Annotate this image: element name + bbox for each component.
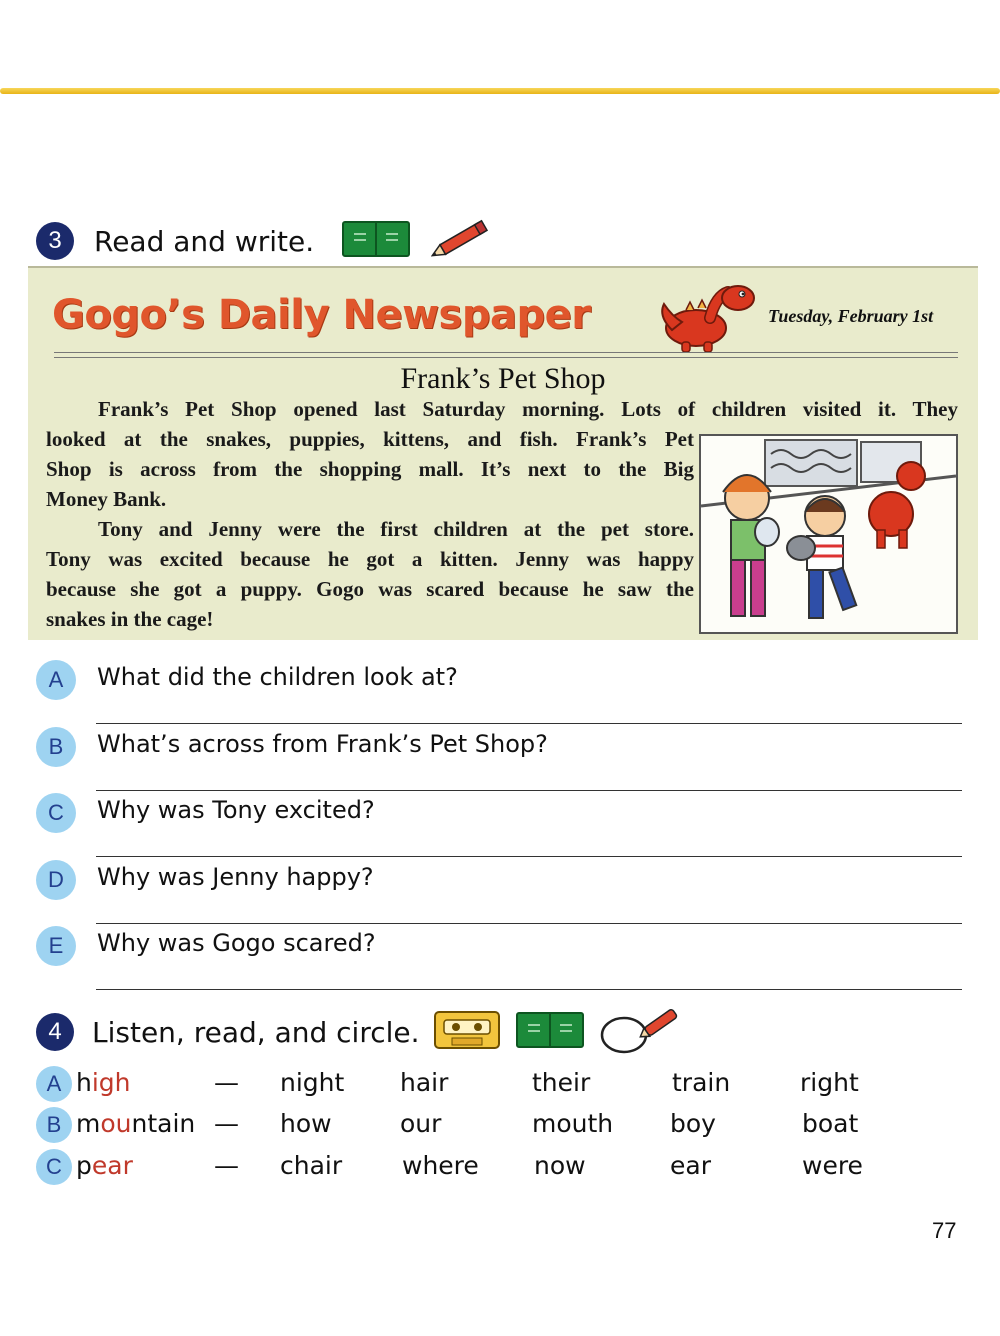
book-icon xyxy=(342,220,410,262)
question-text: What did the children look at? xyxy=(97,663,458,691)
option-word[interactable]: hair xyxy=(400,1068,449,1097)
masthead-rule-2 xyxy=(54,357,958,358)
dash: — xyxy=(214,1068,239,1097)
key-word-plain: m xyxy=(76,1109,101,1138)
dash: — xyxy=(214,1109,239,1138)
key-word-plain: h xyxy=(76,1068,92,1097)
option-word[interactable]: were xyxy=(802,1151,863,1180)
dinosaur-icon xyxy=(658,276,758,358)
pet-shop-illustration xyxy=(699,434,958,634)
article-line: Frank’s Pet Shop opened last Saturday morning. Lots of children visited it. They xyxy=(98,397,958,421)
answer-line[interactable] xyxy=(96,923,962,924)
option-word[interactable]: ear xyxy=(670,1151,711,1180)
option-word[interactable]: boat xyxy=(802,1109,859,1138)
article-line: Tony was excited because he got a kitten. Jenny was happy xyxy=(46,547,694,571)
top-divider xyxy=(0,88,1000,94)
option-word[interactable]: night xyxy=(280,1068,345,1097)
key-word-highlight: ou xyxy=(100,1109,132,1138)
option-word[interactable]: right xyxy=(800,1068,859,1097)
article-line: looked at the snakes, puppies, kittens, and fish. Frank’s Pet xyxy=(46,427,694,451)
article-line: because she got a puppy. Gogo was scared because he saw the xyxy=(46,577,694,601)
newspaper-date: Tuesday, February 1st xyxy=(768,306,934,326)
key-word xyxy=(76,1151,133,1180)
section-3-number: 3 xyxy=(36,222,74,260)
key-word xyxy=(76,1109,195,1138)
word-row-b xyxy=(36,1107,936,1145)
row-letter: C xyxy=(36,1149,72,1185)
option-word[interactable]: train xyxy=(672,1068,731,1097)
answer-line[interactable] xyxy=(96,856,962,857)
article-line: Shop is across from the shopping mall. It’s next to the Big xyxy=(46,457,694,481)
question-text: Why was Jenny happy? xyxy=(97,863,374,891)
question-text: Why was Gogo scared? xyxy=(97,929,376,957)
question-letter: C xyxy=(36,793,76,833)
dash: — xyxy=(214,1151,239,1180)
question-letter: D xyxy=(36,860,76,900)
answer-line[interactable] xyxy=(96,723,962,724)
masthead-rule xyxy=(54,352,958,353)
newspaper-title: Gogo’s Daily Newspaper xyxy=(52,292,591,338)
question-text: Why was Tony excited? xyxy=(97,796,375,824)
option-word[interactable]: now xyxy=(534,1151,586,1180)
option-word[interactable]: mouth xyxy=(532,1109,614,1138)
article-line: snakes in the cage! xyxy=(46,607,214,631)
option-word[interactable]: their xyxy=(532,1068,591,1097)
question-text: What’s across from Frank’s Pet Shop? xyxy=(97,730,548,758)
key-word-highlight: ear xyxy=(91,1151,133,1180)
article-line: Tony and Jenny were the first children at the pet store. xyxy=(98,517,694,541)
section-4-title: Listen, read, and circle. xyxy=(92,1015,420,1049)
row-letter: A xyxy=(36,1066,72,1102)
question-letter: A xyxy=(36,660,76,700)
section-4-header xyxy=(36,1003,684,1061)
answer-line[interactable] xyxy=(96,989,962,990)
word-row-c xyxy=(36,1149,936,1187)
row-letter: B xyxy=(36,1107,72,1143)
answer-line[interactable] xyxy=(96,790,962,791)
question-letter: B xyxy=(36,727,76,767)
key-word xyxy=(76,1068,131,1097)
article-line: Money Bank. xyxy=(46,487,167,511)
book-icon xyxy=(516,1011,584,1053)
option-word[interactable]: how xyxy=(280,1109,332,1138)
article-title: Frank’s Pet Shop xyxy=(400,362,606,395)
circle-marker-icon xyxy=(600,1003,684,1061)
page-number: 77 xyxy=(932,1218,957,1243)
pencil-icon xyxy=(428,217,496,265)
section-3-header xyxy=(36,217,496,265)
question-letter: E xyxy=(36,926,76,966)
option-word[interactable]: where xyxy=(402,1151,479,1180)
newspaper-panel xyxy=(28,266,978,640)
cassette-icon xyxy=(434,1010,500,1054)
option-word[interactable]: boy xyxy=(670,1109,716,1138)
option-word[interactable]: our xyxy=(400,1109,442,1138)
key-word-plain: ntain xyxy=(131,1109,196,1138)
option-word[interactable]: chair xyxy=(280,1151,343,1180)
section-4-number: 4 xyxy=(36,1013,74,1051)
word-row-a xyxy=(36,1066,936,1104)
key-word-highlight: igh xyxy=(91,1068,131,1097)
key-word-plain: p xyxy=(76,1151,92,1180)
section-3-title: Read and write. xyxy=(94,224,315,258)
